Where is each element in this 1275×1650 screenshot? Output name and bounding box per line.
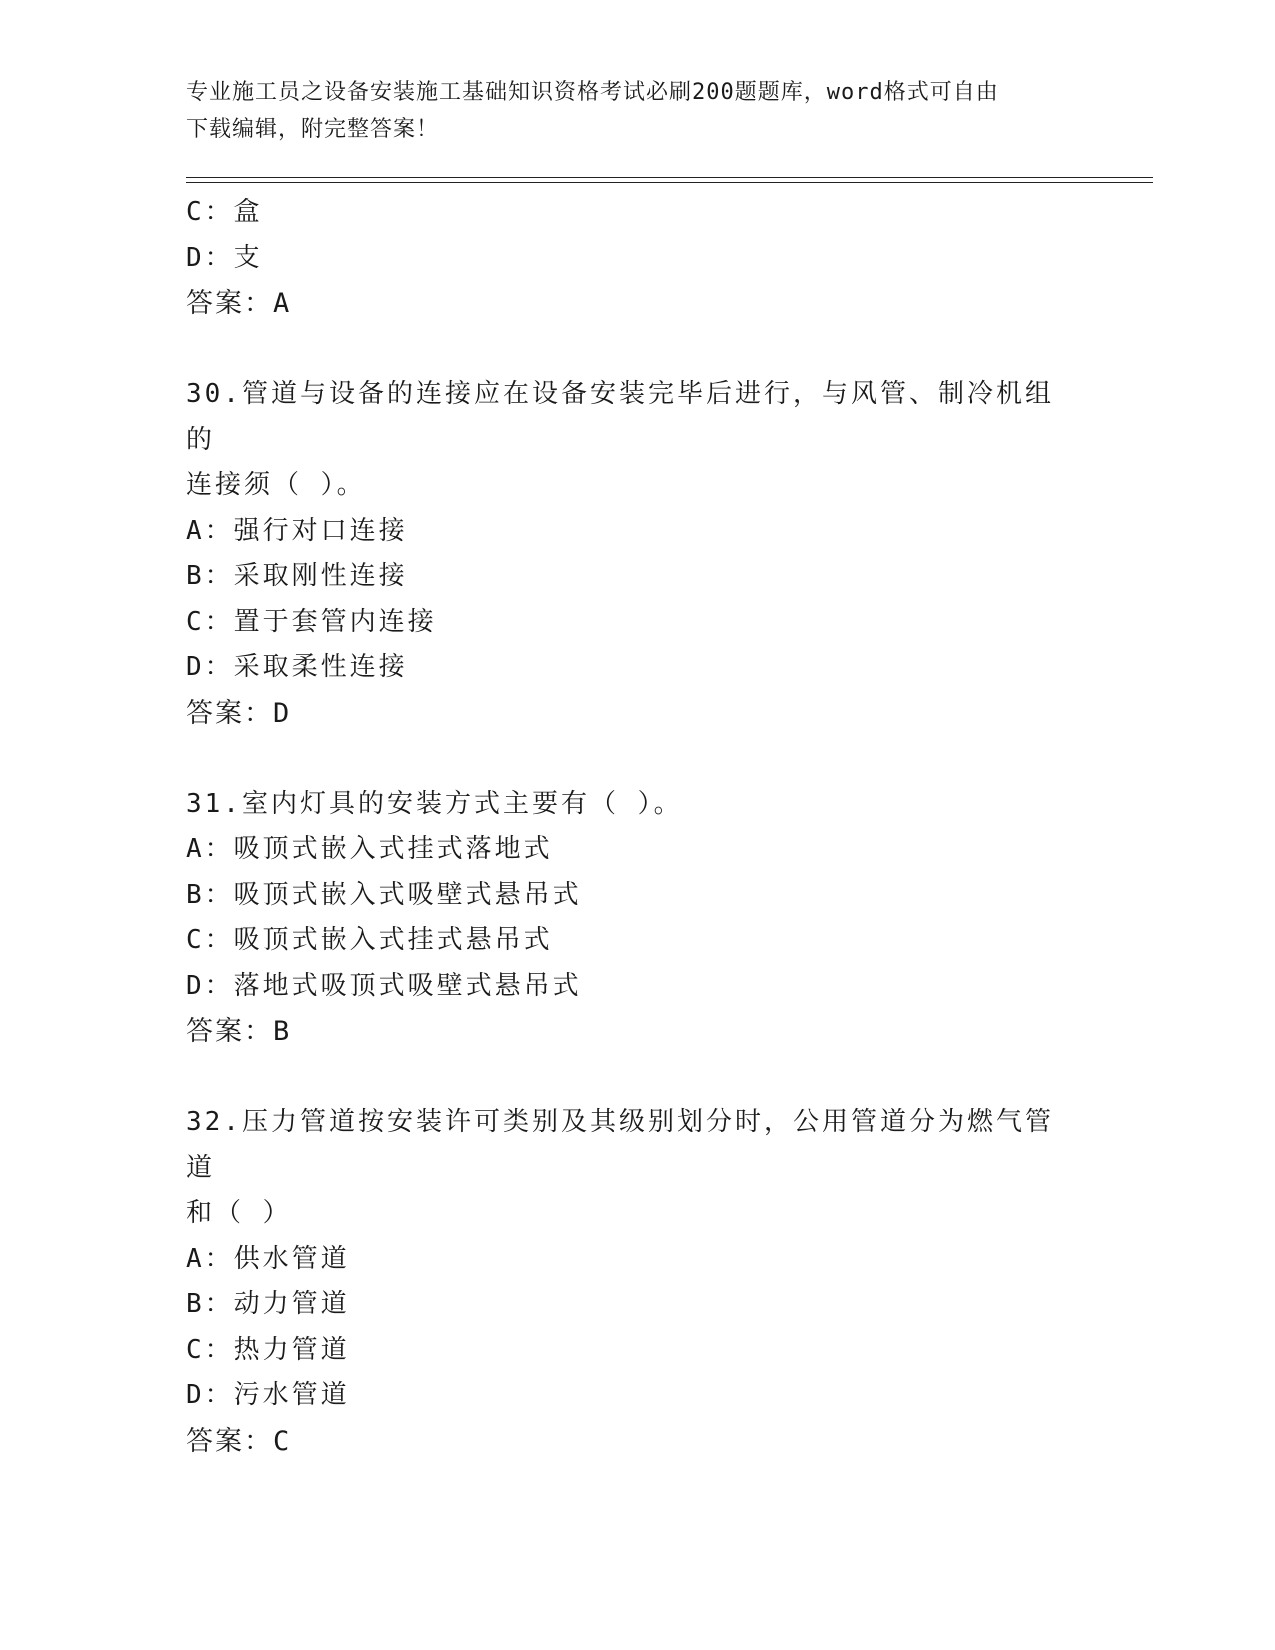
question-stem-line-2: 连接须（ ）。: [186, 470, 366, 500]
question-stem: [186, 372, 1076, 509]
option-c: C：吸顶式嵌入式挂式悬吊式: [186, 925, 553, 955]
header-title-line-2: 下载编辑，附完整答案！: [186, 117, 440, 142]
question-29-continued: [186, 190, 1086, 327]
header-divider-bottom: [186, 182, 1153, 183]
spacer: [186, 327, 1086, 373]
option-a: A：吸顶式嵌入式挂式落地式: [186, 834, 553, 864]
option-b: B：采取刚性连接: [186, 561, 408, 591]
option-d: D：支: [186, 242, 263, 273]
question-stem-line-1: 31.室内灯具的安装方式主要有（ ）。: [186, 788, 683, 819]
answer: 答案：D: [186, 697, 292, 729]
option-d: D：落地式吸顶式吸壁式悬吊式: [186, 970, 582, 1001]
question-31: [186, 782, 1086, 1055]
option-a: A：供水管道: [186, 1243, 350, 1274]
answer: 答案：A: [186, 288, 292, 319]
option-d: D：采取柔性连接: [186, 652, 408, 682]
option-c: C：热力管道: [186, 1334, 350, 1365]
option-c: C：盒: [186, 197, 263, 227]
answer: 答案：B: [186, 1016, 292, 1047]
question-stem-line-1: 30.管道与设备的连接应在设备安装完毕后进行，与风管、制冷机组的: [186, 379, 1054, 455]
answer: 答案：C: [186, 1425, 292, 1457]
option-a: A：强行对口连接: [186, 515, 408, 546]
option-b: B：动力管道: [186, 1289, 350, 1319]
question-32: [186, 1100, 1086, 1464]
spacer: [186, 1055, 1086, 1101]
question-stem-line-2: 和（ ）: [186, 1198, 292, 1228]
question-30: [186, 372, 1086, 736]
question-stem: [186, 782, 1076, 828]
spacer: [186, 736, 1086, 782]
question-stem-line-1: 32.压力管道按安装许可类别及其级别划分时，公用管道分为燃气管道: [186, 1107, 1054, 1183]
page-header: [186, 74, 1066, 148]
header-title-line-1: 专业施工员之设备安装施工基础知识资格考试必刷200题题库，word格式可自由: [186, 80, 999, 105]
option-c: C：置于套管内连接: [186, 606, 437, 637]
option-d: D：污水管道: [186, 1380, 350, 1410]
header-divider-top: [186, 177, 1153, 178]
option-b: B：吸顶式嵌入式吸壁式悬吊式: [186, 879, 582, 910]
question-stem: [186, 1100, 1076, 1237]
document-body: [186, 190, 1086, 1464]
